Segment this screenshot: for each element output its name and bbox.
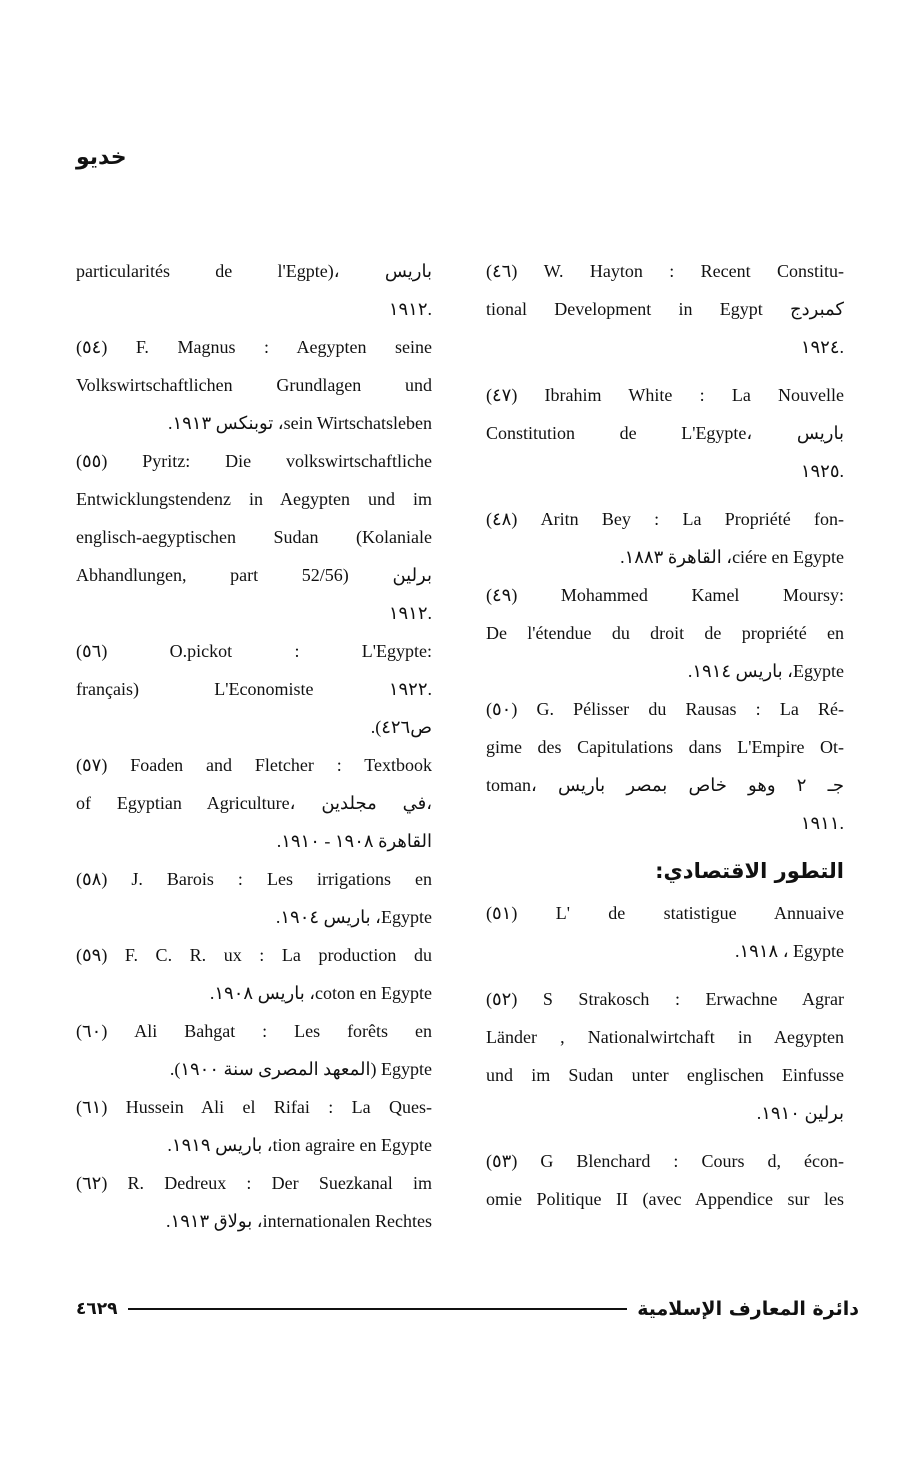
text-line: Länder , Nationalwirtchaft in Aegypten	[486, 1027, 844, 1047]
running-header: خديو	[76, 145, 127, 170]
text-line: ciére en Egypte، القاهرة ١٨٨٣.	[620, 547, 844, 567]
section-heading: التطور الاقتصادي:	[655, 859, 844, 883]
text-line: (٦٠) Ali Bahgat : Les forêts en	[76, 1021, 432, 1041]
text-line: (٥٢) S Strakosch : Erwachne Agrar	[486, 989, 844, 1009]
text-line: .١٩٢٤	[800, 337, 844, 357]
text-line: und im Sudan unter englischen Einfusse	[486, 1065, 844, 1085]
text-line: .١٩١١	[800, 813, 844, 833]
text-line: (٤٩) Mohammed Kamel Moursy:	[486, 585, 844, 605]
page-number: ٤٦٢٩	[76, 1299, 118, 1319]
text-line: particularités de l'Egpte)، باريس	[76, 261, 432, 281]
text-line: englisch-aegyptischen Sudan (Kolaniale	[76, 527, 432, 547]
text-line: of Egyptian Agriculture، في مجلدين،	[76, 793, 432, 813]
right-column	[486, 252, 844, 1218]
text-line: Egypte (المعهد المصرى سنة ١٩٠٠).	[169, 1059, 432, 1079]
text-line: (٥٦) O.pickot : L'Egypte:	[76, 641, 432, 661]
text-line: toman، جـ ٢ وهو خاص بمصر باريس	[486, 775, 844, 795]
text-line: (٥٥) Pyritz: Die volkswirtschaftliche	[76, 451, 432, 471]
text-line: ص٤٢٦).	[370, 717, 432, 737]
text-line: برلين ١٩١٠.	[756, 1103, 844, 1123]
text-line: gime des Capitulations dans L'Empire Ot-	[486, 737, 844, 757]
text-line: (٥٤) F. Magnus : Aegypten seine	[76, 337, 432, 357]
text-line: .١٩١٢	[388, 603, 432, 623]
text-line: (٥٩) F. C. R. ux : La production du	[76, 945, 432, 965]
text-line: .١٩١٢	[388, 299, 432, 319]
text-line: (٤٦) W. Hayton : Recent Constitu-	[486, 261, 844, 281]
text-line: sein Wirtschatsleben، توبنكس ١٩١٣.	[167, 413, 432, 433]
text-line: (٥٧) Foaden and Fletcher : Textbook	[76, 755, 432, 775]
text-line: Egypte، باريس ١٩١٤.	[687, 661, 844, 681]
text-line: Constitution de L'Egypte، باريس	[486, 423, 844, 443]
text-line: (٥٣) G Blenchard : Cours d, écon-	[486, 1151, 844, 1171]
text-line: De l'étendue du droit de propriété en	[486, 623, 844, 643]
text-line: français) L'Economiste ١٩٢٢.	[76, 679, 432, 699]
footer-rule	[128, 1308, 628, 1310]
text-line: .١٩٢٥	[800, 461, 844, 481]
left-column	[76, 252, 432, 1240]
text-line: (٦٢) R. Dedreux : Der Suezkanal im	[76, 1173, 432, 1193]
text-line: omie Politique II (avec Appendice sur les	[486, 1189, 844, 1209]
text-line: (٥٠) G. Pélisser du Rausas : La Ré-	[486, 699, 844, 719]
text-line: internationalen Rechtes، بولاق ١٩١٣.	[166, 1211, 432, 1231]
text-line: Abhandlungen, part 52/56) برلين	[76, 565, 432, 585]
text-line: tion agraire en Egypte، باريس ١٩١٩.	[167, 1135, 432, 1155]
text-line: Egypte، باريس ١٩٠٤.	[275, 907, 432, 927]
text-line: coton en Egypte، باريس ١٩٠٨.	[209, 983, 432, 1003]
text-line: (٤٧) Ibrahim White : La Nouvelle	[486, 385, 844, 405]
text-line: (٤٨) Aritn Bey : La Propriété fon-	[486, 509, 844, 529]
text-line: (٦١) Hussein Ali el Rifai : La Ques-	[76, 1097, 432, 1117]
text-line: Volkswirtschaftlichen Grundlagen und	[76, 375, 432, 395]
text-line: Egypte ، ١٩١٨.	[735, 941, 844, 961]
text-line: Entwicklungstendenz in Aegypten und im	[76, 489, 432, 509]
encyclopedia-title: دائرة المعارف الإسلامية	[637, 1298, 859, 1320]
text-line: (٥١) L' de statistigue Annuaive	[486, 903, 844, 923]
text-line: (٥٨) J. Barois : Les irrigations en	[76, 869, 432, 889]
page-footer	[76, 1294, 859, 1324]
text-line: tional Development in Egypt كمبردج	[486, 299, 844, 319]
text-line: القاهرة ١٩٠٨ - ١٩١٠.	[276, 831, 432, 851]
